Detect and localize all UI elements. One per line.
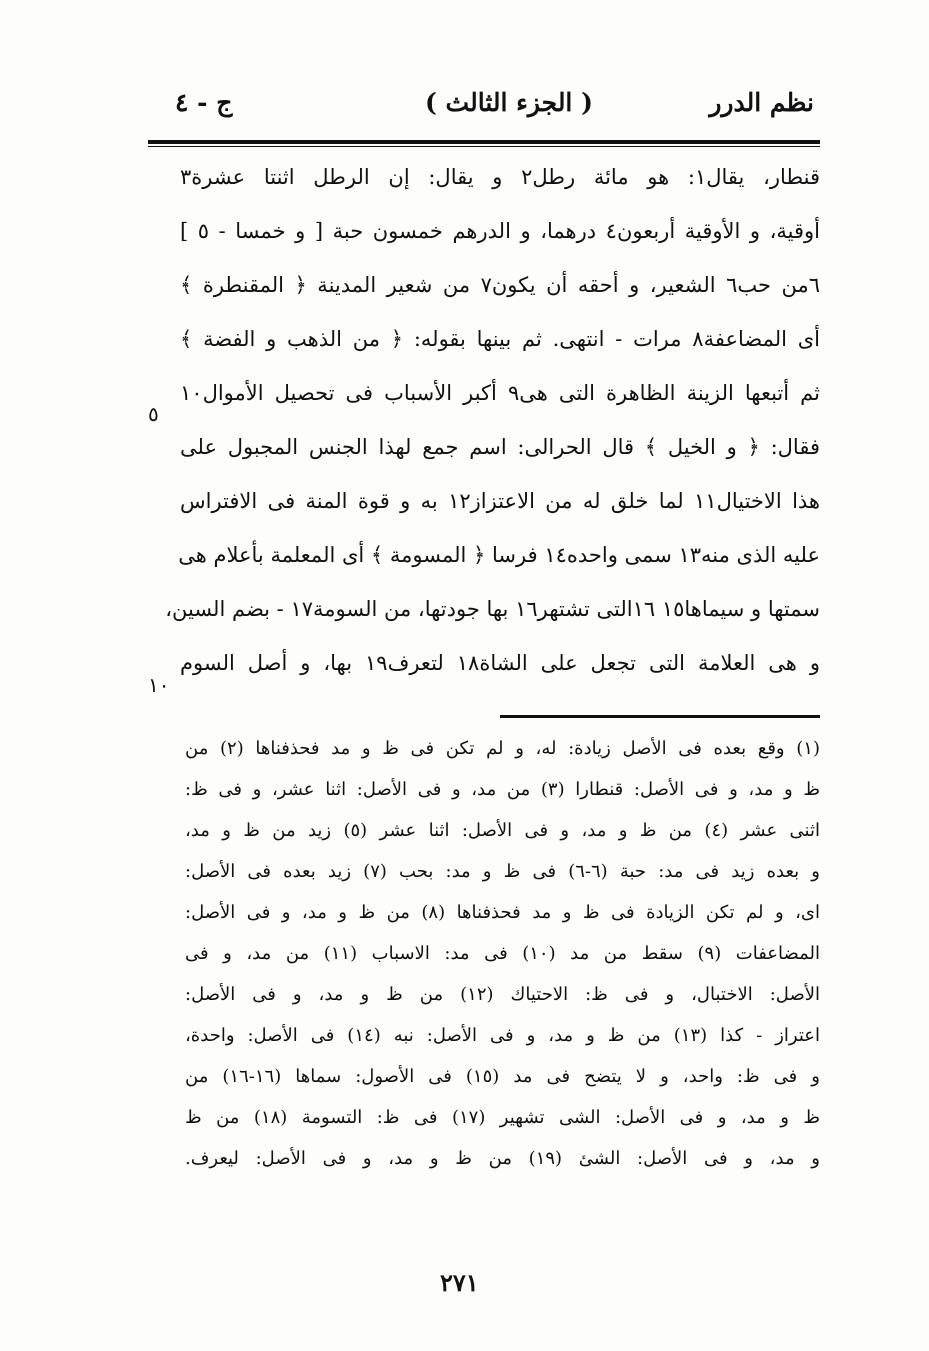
- text-line: ثم أتبعها الزينة الظاهرة التى هى٩ أكبر الأسباب فى تحصيل الأموال١٠: [180, 381, 820, 405]
- text-line: هذا الاختيال١١ لما خلق له من الاعتزاز١٢ به و قوة المنة فى الافتراس: [180, 489, 820, 513]
- header-rule-thin: [148, 146, 820, 147]
- footnote-line: و مد، و فى الأصل: الشئ (١٩) من ظ و مد، و فى الأصل: ليعرف.: [185, 1148, 820, 1169]
- text-line: قنطار، يقال١: هو مائة رطل٢ و يقال: إن الرطل اثنتا عشرة٣: [180, 165, 820, 189]
- footnote-line: الأصل: الاختبال، و فى ظ: الاحتياك (١٢) من ظ و مد، و فى الأصل:: [185, 984, 820, 1005]
- footnote-line: ظ و مد، و فى الأصل: الشى تشهير (١٧) فى ظ: التسومة (١٨) من ظ: [185, 1107, 820, 1128]
- text-line: فقال: ﴿ و الخيل ﴾ قال الحرالى: اسم جمع لهذا الجنس المجبول على: [180, 435, 820, 459]
- part-label: ( الجزء الثالث ): [425, 88, 593, 117]
- footnote-line: المضاعفات (٩) سقط من مد (١٠) فى مد: الاسباب (١١) من مد، و فى: [185, 943, 821, 964]
- header-rule: [148, 140, 820, 144]
- text-line: أى المضاعفة٨ مرات - انتهى. ثم بينها بقوله: ﴿ من الذهب و الفضة ﴾: [180, 327, 820, 351]
- text-line: أوقية، و الأوقية أربعون٤ درهما، و الدرهم خمسون حبة [ و خمسا - ٥ ]: [180, 219, 820, 243]
- footnote-line: و بعده زيد فى مد: حبة (٦-٦) فى ظ و مد: بحب (٧) زيد بعده فى الأصل:: [185, 861, 820, 882]
- text-line: عليه الذى منه١٣ سمى واحده١٤ فرسا ﴿ المسومة ﴾ أى المعلمة بأعلام هى: [178, 543, 820, 567]
- line-number: ٥: [148, 402, 159, 426]
- main-text: [165, 150, 820, 690]
- footnote-line: اعتراز - كذا (١٣) من ظ و مد، و فى الأصل: نبه (١٤) فى الأصل: واحدة،: [185, 1025, 821, 1046]
- footnotes: [185, 728, 820, 1179]
- footnote-line: اى، و لم تكن الزيادة فى ظ و مد فحذفناها (٨) من ظ و مد، و فى الأصل:: [185, 902, 821, 923]
- text-line: ٦من حب٦ الشعير، و أحقه أن يكون٧ من شعير المدينة ﴿ المقنطرة ﴾: [180, 273, 820, 297]
- footnote-line: و فى ظ: واحد، و لا يتضح فى مد (١٥) فى الأصول: سماها (١٦-١٦) من: [185, 1066, 820, 1087]
- text-line: سمتها و سيماها١٥ ١٦التى تشتهر١٦ بها جودتها، من السومة١٧ - بضم السين،: [165, 597, 820, 621]
- footnote-line: ظ و مد، و فى الأصل: قنطارا (٣) من مد، و فى الأصل: اثنا عشر، و فى ظ:: [185, 779, 820, 800]
- footnote-line: اثنى عشر (٤) من ظ و مد، و فى الأصل: اثنا عشر (٥) زيد من ظ و مد،: [185, 820, 820, 841]
- text-line: و هى العلامة التى تجعل على الشاة١٨ لتعرف١٩ بها، و أصل السوم: [180, 651, 820, 675]
- volume-label: ج - ٤: [175, 88, 233, 117]
- footnote-line: (١) وقع بعده فى الأصل زيادة: له، و لم تكن فى ظ و مد فحذفناها (٢) من: [185, 738, 820, 759]
- line-number: ١٠: [148, 673, 170, 697]
- footnote-separator: [500, 715, 820, 718]
- page-number: ٢٧١: [440, 1268, 479, 1297]
- running-title: نظم الدرر: [709, 88, 814, 117]
